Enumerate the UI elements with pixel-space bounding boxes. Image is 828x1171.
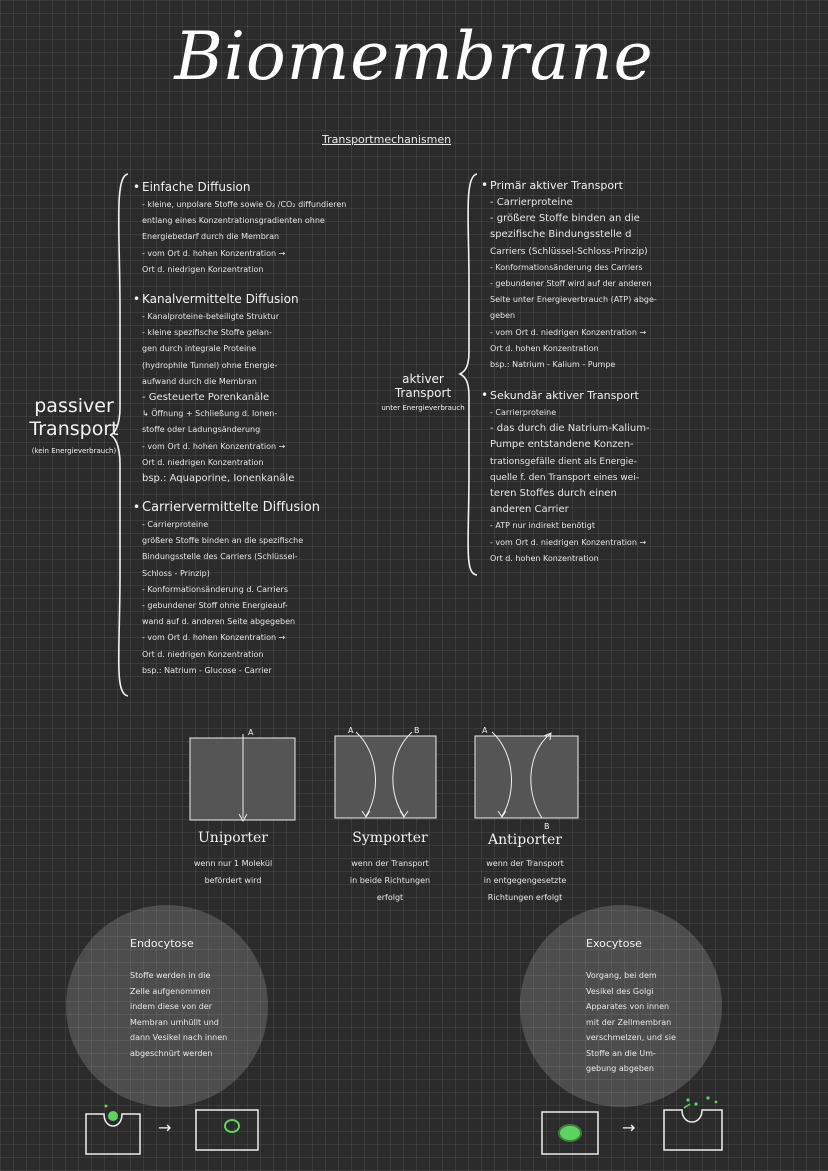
text-line: Ort d. niedrigen Konzentration <box>142 264 264 274</box>
text-line: - gebundener Stoff wird auf der anderen <box>490 279 652 289</box>
bullet-icon: • <box>481 388 489 402</box>
symporter-diagram <box>330 724 442 824</box>
text-line: - größere Stoffe binden an die <box>490 213 640 225</box>
text-line: - Konformationsänderung des Carriers <box>490 262 643 272</box>
text-line: bsp.: Aquaporine, Ionenkanäle <box>142 473 295 485</box>
text-line: gebung abgeben <box>586 1064 654 1073</box>
exocytose-cell-after-icon <box>660 1094 726 1154</box>
text-line: größere Stoffe binden an die spezifische <box>142 536 304 546</box>
text-line: aufwand durch die Membran <box>142 376 257 386</box>
text-line: Ort d. hohen Konzentration <box>490 553 599 563</box>
bullet-icon: • <box>133 500 141 514</box>
desc-line: in entgegengesetzte <box>483 876 567 885</box>
desc-line: erfolgt <box>376 893 404 902</box>
passive-label-line1: passiver <box>34 395 114 417</box>
active-transport-label <box>378 372 468 412</box>
mark-b: B <box>414 726 420 735</box>
uniporter-label: Uniporter <box>198 830 268 846</box>
text-line: Ort d. niedrigen Konzentration <box>142 457 264 467</box>
text-line: - Gesteuerte Porenkanäle <box>142 392 270 404</box>
section-einfache-diffusion <box>133 180 347 278</box>
text-line: Stoffe werden in die <box>130 971 211 980</box>
text-line: stoffe oder Ladungsänderung <box>142 425 261 435</box>
heading-primaer-aktiver-transport: Primär aktiver Transport <box>490 179 623 192</box>
text-line: - Konformationsänderung d. Carriers <box>142 584 289 594</box>
section-kanalvermittelte-diffusion <box>133 292 299 487</box>
mark-a: A <box>248 728 254 737</box>
text-line: Zelle aufgenommen <box>130 986 211 996</box>
text-line: verschmelzen, und sie <box>586 1033 676 1042</box>
text-line: - vom Ort d. hohen Konzentration → <box>142 248 286 258</box>
passive-label-line2: Transport <box>29 417 119 440</box>
passive-note: (kein Energieverbrauch) <box>31 446 117 455</box>
symporter-label: Symporter <box>352 830 428 846</box>
desc-line: wenn der Transport <box>486 859 564 868</box>
endocytose-cell-after-icon <box>194 1108 260 1152</box>
text-line: - vom Ort d. niedrigen Konzentration → <box>490 537 647 547</box>
text-line: geben <box>490 311 516 321</box>
endocytose-text <box>130 968 227 1061</box>
exocytose-title: Exocytose <box>586 937 642 950</box>
text-line: abgeschnürt werden <box>130 1048 213 1058</box>
text-line: - vom Ort d. hohen Konzentration → <box>142 633 286 643</box>
membrane-box <box>335 736 436 818</box>
heading-carriervermittelte-diffusion: Carriervermittelte Diffusion <box>142 500 320 515</box>
text-line: mit der Zellmembran <box>586 1017 672 1027</box>
endocytose-cell-before-icon <box>82 1100 144 1158</box>
mark-a: A <box>348 726 354 735</box>
text-line: - das durch die Natrium-Kalium- <box>490 423 650 435</box>
text-line: Membran umhüllt und <box>130 1017 219 1027</box>
bullet-icon: • <box>133 292 141 306</box>
text-line: indem diese von der <box>130 1002 213 1011</box>
exocytose-cell-before-icon <box>540 1110 600 1156</box>
text-line: Vesikel des Golgi <box>586 986 654 996</box>
text-line: (hydrophile Tunnel) ohne Energie- <box>142 360 278 370</box>
text-line: Ort d. niedrigen Konzentration <box>142 649 264 659</box>
text-line: anderen Carrier <box>490 504 569 516</box>
endocytose-title: Endocytose <box>130 937 194 950</box>
bullet-icon: • <box>481 178 489 192</box>
section-primaer-aktiver-transport <box>481 178 657 373</box>
desc-line: Richtungen erfolgt <box>487 893 563 902</box>
text-line: Ort d. hohen Konzentration <box>490 343 599 353</box>
text-line: - ATP nur indirekt benötigt <box>490 521 595 531</box>
mark-b: B <box>544 822 550 831</box>
antiporter-description <box>465 855 585 906</box>
active-note: unter Energieverbrauch <box>381 403 465 412</box>
text-line: - vom Ort d. hohen Konzentration → <box>142 441 286 451</box>
active-label-line2: Transport <box>394 386 452 401</box>
text-line: Bindungsstelle des Carriers (Schlüssel- <box>142 552 298 562</box>
passive-brace-icon <box>108 172 132 698</box>
heading-einfache-diffusion: Einfache Diffusion <box>142 180 251 194</box>
bullet-icon: • <box>133 180 141 194</box>
desc-line: wenn der Transport <box>351 859 429 868</box>
text-line: Energiebedarf durch die Membran <box>142 232 280 242</box>
text-line: Pumpe entstandene Konzen- <box>490 439 634 451</box>
text-line: spezifische Bindungsstelle d <box>490 229 632 241</box>
text-line: Apparates von innen <box>586 1002 670 1011</box>
antiporter-diagram <box>470 724 585 832</box>
text-line: quelle f. den Transport eines wei- <box>490 472 639 483</box>
desc-line: in beide Richtungen <box>349 876 431 885</box>
active-label-line1: aktiver <box>402 372 444 386</box>
text-line: Vorgang, bei dem <box>586 971 657 980</box>
text-line: - vom Ort d. niedrigen Konzentration → <box>490 327 647 337</box>
text-line: Seite unter Energieverbrauch (ATP) abge- <box>490 295 657 305</box>
exocytose-arrow-icon: → <box>622 1118 636 1137</box>
section-carriervermittelte-diffusion <box>133 500 320 679</box>
exocytose-text <box>586 968 676 1077</box>
text-line: - Carrierproteine <box>490 408 557 417</box>
text-line: - kleine spezifische Stoffe gelan- <box>142 328 272 338</box>
text-line: ↳ Öffnung + Schließung d. Ionen- <box>142 409 278 419</box>
section-subtitle: Transportmechanismen <box>322 133 452 146</box>
text-line: - Kanalproteine-beteiligte Struktur <box>142 312 279 321</box>
text-line: Carriers (Schlüssel-Schloss-Prinzip) <box>490 246 648 257</box>
text-line: dann Vesikel nach innen <box>130 1033 228 1042</box>
membrane-box <box>475 736 578 818</box>
text-line: - kleine, unpolare Stoffe sowie O₂ /CO₂ diffundieren <box>142 200 347 209</box>
section-sekundaer-aktiver-transport <box>481 388 650 567</box>
text-line: trationsgefälle dient als Energie- <box>490 456 637 467</box>
mark-a: A <box>482 726 488 735</box>
text-line: gen durch integrale Proteine <box>142 344 257 354</box>
text-line: Stoffe an die Um- <box>586 1048 656 1058</box>
text-line: - Carrierproteine <box>142 520 209 529</box>
desc-line: wenn nur 1 Molekül <box>193 859 273 868</box>
heading-sekundaer-aktiver-transport: Sekundär aktiver Transport <box>490 389 639 402</box>
uniporter-description <box>173 855 293 889</box>
text-line: teren Stoffes durch einen <box>490 488 617 500</box>
endocytose-arrow-icon: → <box>158 1118 172 1137</box>
text-line: Schloss - Prinzip) <box>142 568 210 578</box>
uniporter-diagram <box>185 726 300 826</box>
text-line: bsp.: Natrium - Kalium - Pumpe <box>490 360 616 370</box>
text-line: - Carrierproteine <box>490 197 573 208</box>
antiporter-label: Antiporter <box>488 832 562 848</box>
symporter-description <box>330 855 450 906</box>
text-line: entlang eines Konzentrationsgradienten ohne <box>142 216 325 226</box>
page-title: Biomembrane <box>174 18 654 95</box>
active-brace-icon <box>458 172 480 577</box>
desc-line: befördert wird <box>204 876 262 885</box>
text-line: - gebundener Stoff ohne Energieauf- <box>142 601 288 611</box>
text-line: wand auf d. anderen Seite abgegeben <box>142 617 296 627</box>
heading-kanalvermittelte-diffusion: Kanalvermittelte Diffusion <box>142 292 299 306</box>
text-line: bsp.: Natrium - Glucose - Carrier <box>142 665 272 675</box>
